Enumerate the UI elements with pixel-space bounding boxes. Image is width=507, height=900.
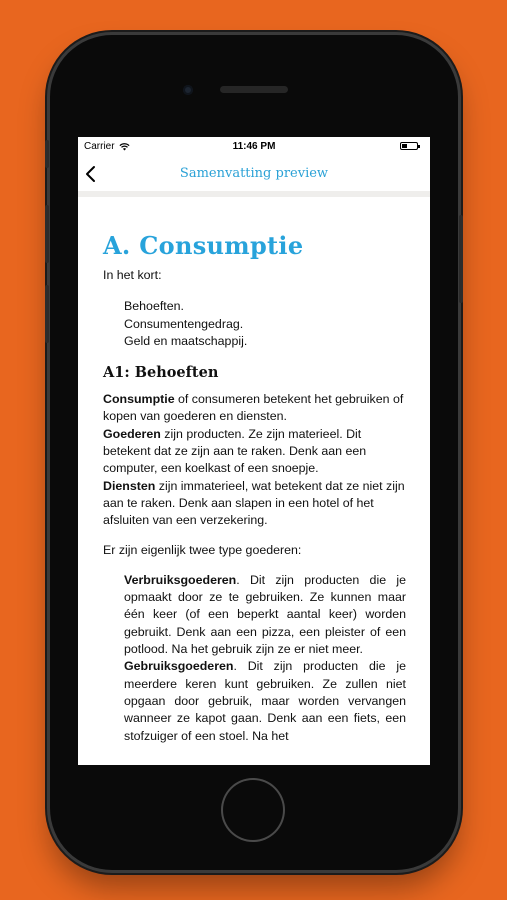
volume-up-button [45,205,49,263]
term-goederen: Goederen [103,426,161,441]
battery-icon [400,142,418,150]
nav-title: Samenvatting preview [179,166,329,181]
paragraph-diensten: Diensten zijn immaterieel, wat betekent dat ze niet zijn aan te raken. Denk aan slapen in een hotel of het afsluiten van een verzekering. [103,478,405,528]
types-intro: Er zijn eigenlijk twee type goederen: [103,542,302,557]
article-title: A. Consumptie [103,231,304,260]
paragraph-goederen: Goederen zijn producten. Ze zijn materieel. Dit betekent dat ze zijn aan te raken. Denk aan een computer, een koelkast of een snoepje. [103,426,367,476]
earpiece-speaker [220,86,288,93]
term-consumptie: Consumptie [103,392,175,407]
paragraph-gebruiksgoederen: Gebruiksgoederen. Dit zijn producten die je meerdere keren kunt gebruiken. Ze zullen niet opgaan door gebruik, maar worden vervangen wanneer ze kapot gaan. Denk aan een fiets, een stofzuiger of een stoel. Na het [124,659,406,743]
navigation-bar [78,157,430,197]
term-verbruiksgoederen: Verbruiksgoederen [124,572,237,587]
front-camera [183,85,193,95]
goods-types [124,572,406,745]
section-title: A1: Behoeften [103,364,219,382]
paragraph-verbruiksgoederen: Verbruiksgoederen. Dit zijn producten die je opmaakt door ze te gebruiken. Ze kunnen maar één keer (of een beperkt aantal keer) worden gebruikt. Denk aan een pizza, een pleister of een potlood. Na het gebruik zijn ze er niet meer. [124,572,406,657]
intro-text: In het kort: [103,268,162,282]
summary-item: Geld en maatschappij. [124,333,248,348]
summary-item: Behoeften. [124,299,184,314]
volume-down-button [45,285,49,343]
summary-list [124,298,406,350]
phone-frame [50,35,458,870]
power-button [459,215,463,303]
term-gebruiksgoederen: Gebruiksgoederen [124,659,234,674]
status-time: 11:46 PM [232,141,276,152]
carrier-label: Carrier [84,141,115,152]
mute-switch [45,140,49,168]
paragraph-consumptie: Consumptie of consumeren betekent het gebruiken of kopen van goederen en diensten. [103,392,404,424]
app-screen [78,137,430,765]
summary-item: Consumentengedrag. [124,316,244,331]
definitions [103,391,406,529]
status-bar [78,137,430,157]
article-content [78,197,430,745]
term-diensten: Diensten [103,478,156,493]
home-button[interactable] [223,780,283,840]
